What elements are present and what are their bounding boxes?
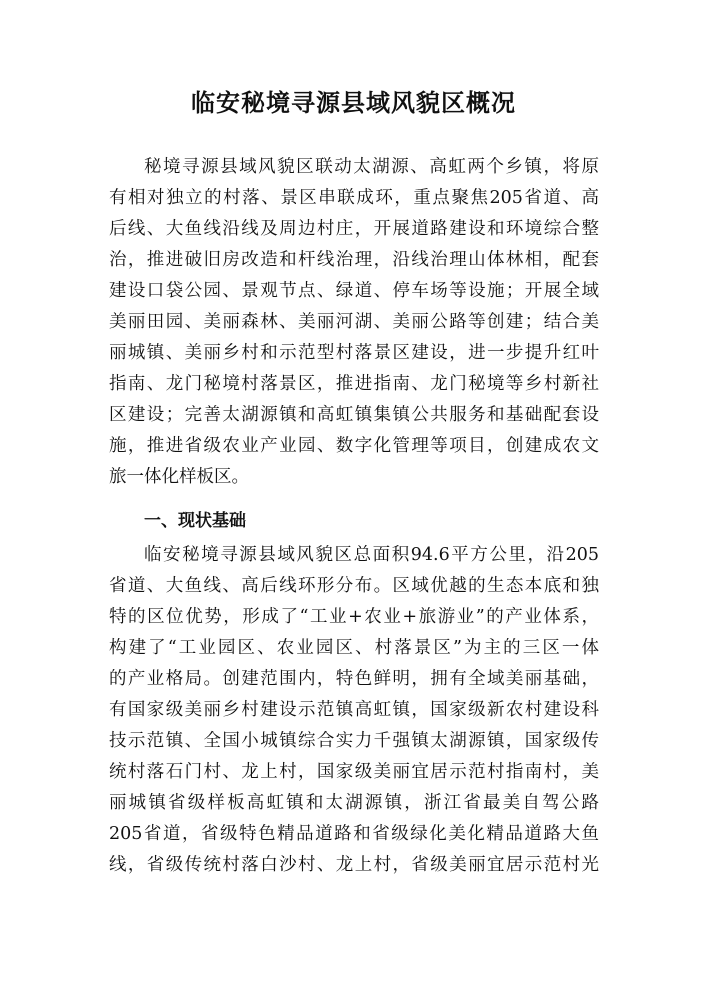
paragraph-line: 施，推进省级农业产业园、数字化管理等项目，创建成农文 xyxy=(109,436,599,456)
paragraph-line: 特的区位优势，形成了“工业+农业+旅游业”的产业体系， xyxy=(109,607,599,627)
paragraph-line: 美丽田园、美丽森林、美丽河湖、美丽公路等创建；结合美 xyxy=(109,312,599,332)
paragraph-line: 省道、大鱼线、高后线环形分布。区域优越的生态本底和独 xyxy=(109,576,599,596)
paragraph-line: 技示范镇、全国小城镇综合实力千强镇太湖源镇，国家级传 xyxy=(109,731,599,751)
section-heading: 一、现状基础 xyxy=(144,511,246,531)
paragraph-line: 指南、龙门秘境村落景区，推进指南、龙门秘境等乡村新社 xyxy=(109,374,599,394)
paragraph-line: 丽城镇省级样板高虹镇和太湖源镇，浙江省最美自驾公路 xyxy=(109,793,599,813)
paragraph-line: 有相对独立的村落、景区串联成环，重点聚焦205省道、高 xyxy=(109,188,599,208)
paragraph-line: 丽城镇、美丽乡村和示范型村落景区建设，进一步提升红叶 xyxy=(109,343,599,363)
paragraph-line: 治，推进破旧房改造和杆线治理，沿线治理山体林相，配套 xyxy=(109,250,599,270)
document-title: 临安秘境寻源县域风貌区概况 xyxy=(191,89,516,117)
paragraph-line: 临安秘境寻源县域风貌区总面积94.6平方公里，沿205 xyxy=(144,545,599,565)
paragraph-line: 旅一体化样板区。 xyxy=(109,467,249,487)
paragraph-line: 秘境寻源县域风貌区联动太湖源、高虹两个乡镇，将原 xyxy=(144,157,599,177)
paragraph-line: 统村落石门村、龙上村，国家级美丽宜居示范村指南村，美 xyxy=(109,762,599,782)
paragraph-line: 构建了“工业园区、农业园区、村落景区”为主的三区一体 xyxy=(109,638,599,658)
paragraph-line: 建设口袋公园、景观节点、绿道、停车场等设施；开展全域 xyxy=(109,281,599,301)
paragraph-line: 区建设；完善太湖源镇和高虹镇集镇公共服务和基础配套设 xyxy=(109,405,599,425)
paragraph-line: 的产业格局。创建范围内，特色鲜明，拥有全域美丽基础， xyxy=(109,669,599,689)
paragraph-line: 205省道，省级特色精品道路和省级绿化美化精品道路大鱼 xyxy=(109,824,599,844)
paragraph-line: 后线、大鱼线沿线及周边村庄，开展道路建设和环境综合整 xyxy=(109,219,599,239)
paragraph-line: 有国家级美丽乡村建设示范镇高虹镇，国家级新农村建设科 xyxy=(109,700,599,720)
paragraph-line: 线，省级传统村落白沙村、龙上村，省级美丽宜居示范村光 xyxy=(109,855,599,875)
